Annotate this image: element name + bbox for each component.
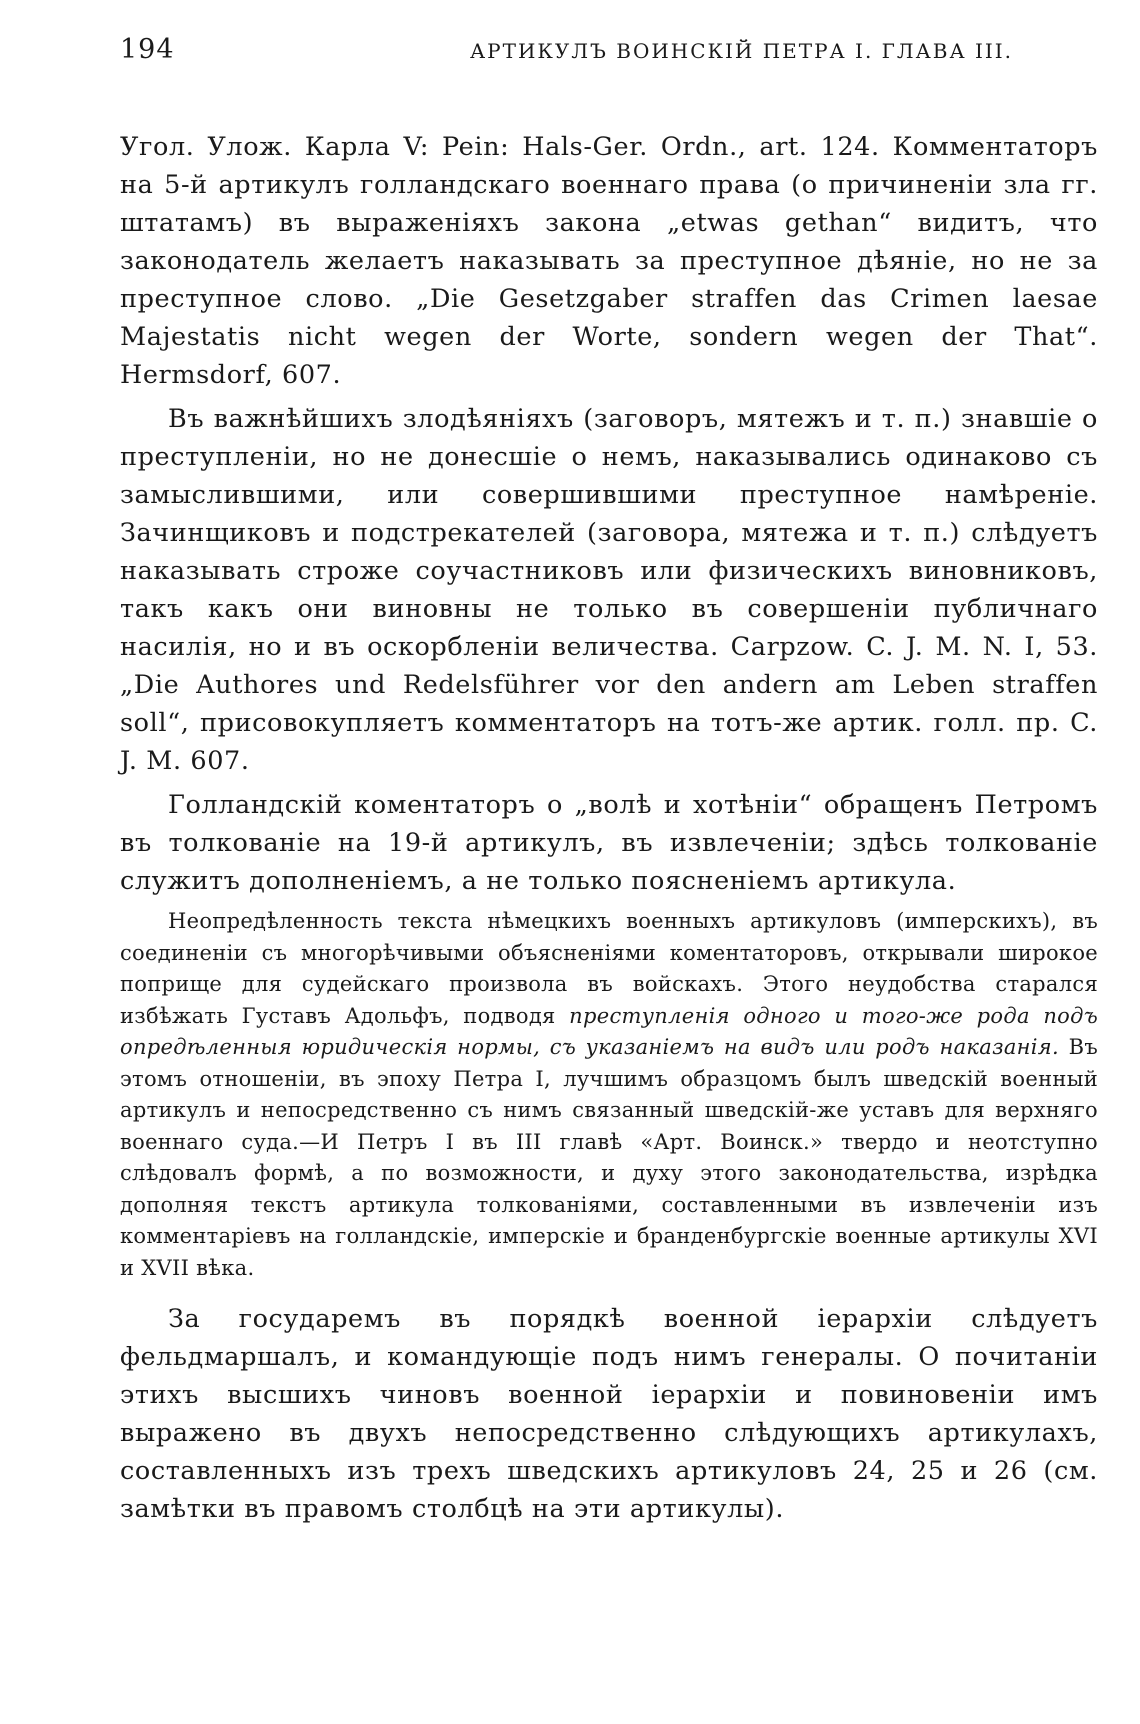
- paragraph-2: Въ важнѣйшихъ злодѣяніяхъ (заговоръ, мятежъ и т. п.) знавшіе о преступленіи, но не донесшіе о немъ, наказывались одинаково съ замыслившими, или совершившими преступное намѣреніе. Зачинщиковъ и подстрекателей (заговора, мятежа и т. п.) слѣдуетъ наказывать строже соучастниковъ или физическихъ виновниковъ, такъ какъ они виновны не только въ совершеніи публичнаго насилія, но и въ оскорбленіи величества. Carpzow. C. J. M. N. I, 53. „Die Authores und Redelsführer vor den andern am Leben straffen soll“, присовокупляетъ комментаторъ на тотъ-же артик. голл. пр. C. J. M. 607.: [120, 404, 1098, 776]
- small-print-text-2: Въ этомъ отношеніи, въ эпоху Петра I, лучшимъ образцомъ былъ шведскій военный артикулъ и непосредственно съ нимъ связанный шведскій-же уставъ для верхняго военнаго суда.—И Петръ I въ III главѣ «Арт. Воинск.» твердо и неотступно слѣдовалъ формѣ, а по возможности, и духу этого законодательства, изрѣдка дополняя текстъ артикула толкованіями, составленными въ извлеченіи изъ комментаріевъ на голландскіе, имперскіе и бранденбургскіе военные артикулы XVI и XVII вѣка.: [120, 1035, 1098, 1280]
- small-print-paragraph: [120, 906, 1098, 1284]
- small-print-text-1: Неопредѣленность текста нѣмецкихъ военныхъ артикуловъ (имперскихъ), въ соединеніи съ многорѣчивыми объясненіями коментаторовъ, открывали широкое поприще для судейскаго произвола въ войскахъ. Этого неудобства старался избѣжать Густавъ Адольфъ, подводя: [120, 909, 1098, 1028]
- page-number: 194: [120, 34, 175, 65]
- running-head: АРТИКУЛЪ ВОИНСКІЙ ПЕТРА I. ГЛАВА III.: [470, 39, 1014, 63]
- small-print-italic: преступленія одного и того-же рода подъ опредѣленныя юридическія нормы, съ указаніемъ на видъ или родъ наказанія.: [120, 1003, 1098, 1059]
- paragraph-4: За государемъ въ порядкѣ военной іерархіи слѣдуетъ фельдмаршалъ, и командующіе подъ нимъ генералы. О почитаніи этихъ высшихъ чиновъ военной іерархіи и повиновеніи имъ выражено въ двухъ непосредственно слѣдующихъ артикулахъ, составленныхъ изъ трехъ шведскихъ артикуловъ 24, 25 и 26 (см. замѣтки въ правомъ столбцѣ на эти артикулы).: [120, 1304, 1098, 1524]
- page-header: [120, 34, 1098, 84]
- paragraph-1: Угол. Улож. Карла V: Pein: Hals-Ger. Ordn., art. 124. Комментаторъ на 5-й артикулъ голландскаго военнаго права (о причиненіи зла гг. штатамъ) въ выраженіяхъ закона „etwas gethan“ видитъ, что законодатель желаетъ наказывать за преступное дѣяніе, но не за преступное слово. „Die Gesetzgaber straffen das Crimen laesae Majestatis nicht wegen der Worte, sondern wegen der That“. Hermsdorf, 607.: [120, 132, 1098, 390]
- paragraph-3: Голландскій коментаторъ о „волѣ и хотѣніи“ обращенъ Петромъ въ толкованіе на 19-й артикулъ, въ извлеченіи; здѣсь толкованіе служитъ дополненіемъ, а не только поясненіемъ артикула.: [120, 790, 1098, 896]
